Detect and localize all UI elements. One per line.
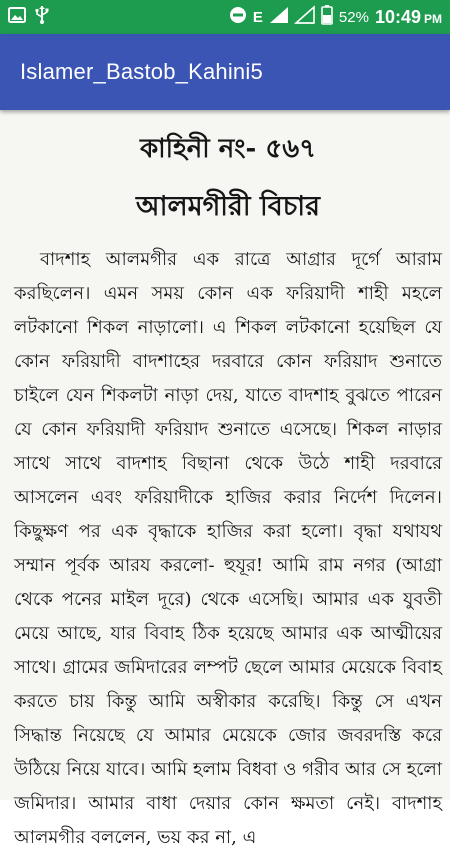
page-content[interactable] xyxy=(0,110,450,848)
battery-icon xyxy=(321,5,333,30)
usb-icon xyxy=(34,5,50,30)
story-paragraph: বাদশাহ আলমগীর এক রাত্রে আগ্রার দূর্গে আরাম করছিলেন। এমন সময় কোন এক ফরিয়াদী শাহী মহলে লটকানো শিকল নাড়ালো। এ শিকল লটকানো হয়েছিল যে কোন ফরিয়াদী বাদশাহের দরবারে কোন ফরিয়াদ শুনাতে চাইলে যেন শিকলটা নাড়া দেয়, যাতে বাদশাহ বুঝতে পারেন যে কোন ফরিয়াদী ফরিয়াদ শুনাতে এসেছে। শিকল নাড়ার সাথে সাথে বাদশাহ বিছানা থেকে উঠে শাহী দরবারে আসলেন এবং ফরিয়াদীকে হাজির করার নির্দেশ দিলেন। কিছুক্ষণ পর এক বৃদ্ধাকে হাজির করা হলো। বৃদ্ধা যথাযথ সম্মান পূর্বক আরয করলো- হুযূর! আমি রাম নগর (আগ্রা থেকে পনের মাইল দূরে) থেকে এসেছি। আমার এক যুবতী মেয়ে আছে, যার বিবাহ ঠিক হয়েছে আমার এক আত্মীয়ের সাথে। গ্রামের জমিদারের লম্পট ছেলে আমার মেয়েকে বিবাহ করতে চায় কিন্তু আমি অস্বীকার করেছি। কিন্তু সে এখন সিদ্ধান্ত নিয়েছে যে আমার মেয়েকে জোর জবরদস্তি করে উঠিয়ে নিয়ে যাবে। আমি হলাম বিধবা ও গরীব আর সে হলো জমিদার। আমার বাধা দেয়ার কোন ক্ষমতা নেই। বাদশাহ আলমগীর বললেন, ভয় কর না, এ xyxy=(14,249,442,848)
app-bar xyxy=(0,34,450,110)
wifi-icon xyxy=(295,6,315,29)
network-type: E xyxy=(252,8,263,26)
signal-icon xyxy=(269,6,289,29)
story-title: আলমগীরী বিচার xyxy=(135,191,320,222)
battery-percent: 52% xyxy=(338,8,369,26)
clock-ampm: PM xyxy=(424,11,442,26)
do-not-disturb-icon xyxy=(229,6,247,29)
clock xyxy=(375,7,442,28)
clock-time: 10:49 xyxy=(374,6,421,27)
app-title: Islamer_Bastob_Kahini5 xyxy=(20,59,263,84)
story-number: কাহিনী নং- ৫৬৭ xyxy=(139,134,317,164)
image-icon xyxy=(8,6,26,29)
status-bar xyxy=(0,0,450,34)
status-bar-left xyxy=(8,5,50,30)
status-bar-right xyxy=(229,5,442,30)
